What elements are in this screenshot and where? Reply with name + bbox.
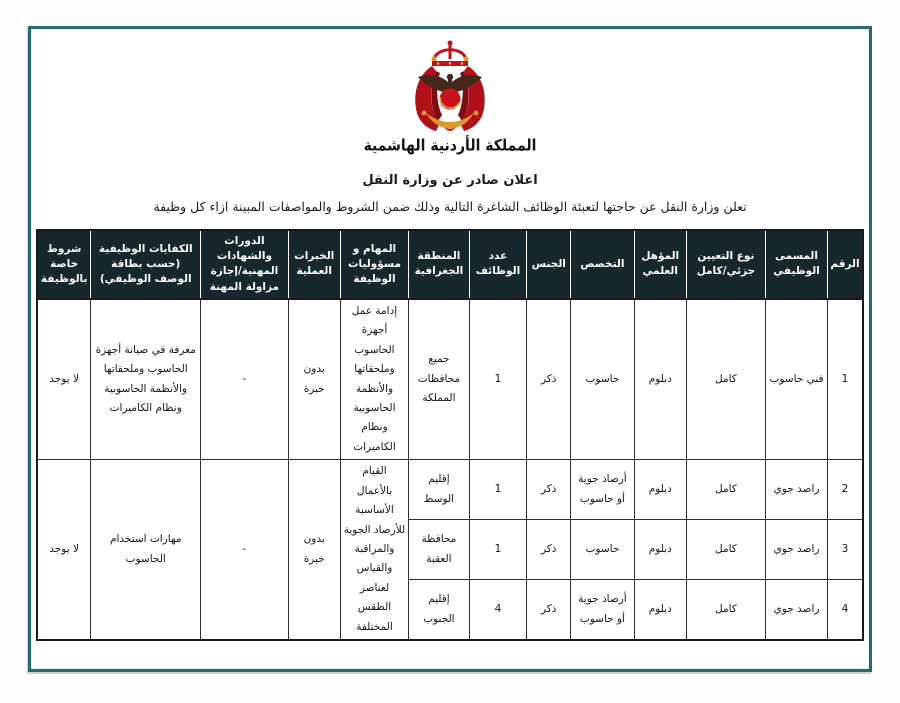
r2-4-competencies: مهارات استخدام الحاسوب: [91, 460, 201, 640]
r2-4-experience: بدون خبرة: [288, 460, 340, 640]
r2-gender: ذكر: [527, 460, 571, 520]
r3-appointment: كامل: [686, 520, 765, 580]
r2-4-tasks: القيام بالأعمال الأساسية للأرصاد الجوية والمراقبة والقياس لعناصر الطقس المختلفة: [340, 460, 409, 640]
r1-qualification: دبلوم: [634, 299, 686, 460]
r1-special: لا يوجد: [37, 299, 91, 460]
col-header-number: الرقم: [827, 230, 863, 299]
r2-region: إقليم الوسط: [409, 460, 469, 520]
col-header-experience: الخبرات العملية: [288, 230, 340, 299]
col-header-competencies: الكفايات الوظيفية (حسب بطاقة الوصف الوظيفي): [91, 230, 201, 299]
col-header-job-title: المسمى الوظيفي: [766, 230, 828, 299]
r3-region: محافظة العقبة: [409, 520, 469, 580]
table-row-1: [37, 299, 863, 460]
r4-job-title: راصد جوي: [766, 580, 828, 640]
r1-specialization: حاسوب: [571, 299, 635, 460]
r3-gender: ذكر: [527, 520, 571, 580]
r1-gender: ذكر: [527, 299, 571, 460]
r3-count: 1: [469, 520, 527, 580]
r4-gender: ذكر: [527, 580, 571, 640]
vacancies-table: [36, 229, 864, 641]
r2-specialization: أرصاد جوية أو حاسوب: [571, 460, 635, 520]
col-header-appointment-type: نوع التعيين جزئي/كامل: [686, 230, 765, 299]
r4-count: 4: [469, 580, 527, 640]
r3-specialization: حاسوب: [571, 520, 635, 580]
r1-experience: بدون خبرة: [288, 299, 340, 460]
table-header-row: [37, 230, 863, 299]
announcement-subtitle: تعلن وزارة النقل عن حاجتها لتعبئة الوظائف الشاغرة التالية وذلك ضمن الشروط والمواصفات المبينة ازاء كل وظيفة: [153, 199, 747, 214]
r3-qualification: دبلوم: [634, 520, 686, 580]
r1-courses: -: [201, 299, 289, 460]
col-header-specialization: التخصص: [571, 230, 635, 299]
col-header-courses: الدورات والشهادات المهنية/إجازة مزاولة المهنة: [201, 230, 289, 299]
r4-qualification: دبلوم: [634, 580, 686, 640]
col-header-tasks: المهام و مسؤوليات الوظيفة: [340, 230, 409, 299]
r3-job-title: راصد جوي: [766, 520, 828, 580]
r4-region: إقليم الجنوب: [409, 580, 469, 640]
r2-count: 1: [469, 460, 527, 520]
r1-job-title: فني حاسوب: [766, 299, 828, 460]
jordan-coat-of-arms-graphic: [384, 39, 516, 135]
r1-count: 1: [469, 299, 527, 460]
col-header-vacancy-count: عدد الوظائف: [469, 230, 527, 299]
announcement-title: اعلان صادر عن وزارة النقل: [362, 173, 538, 188]
r3-number: 3: [827, 520, 863, 580]
r2-qualification: دبلوم: [634, 460, 686, 520]
r1-tasks: إدامة عمل أجهزة الحاسوب وملحقاتها والأنظمة الحاسوبية ونظام الكاميرات: [340, 299, 409, 460]
col-header-special-conditions: شروط خاصة بالوظيفة: [37, 230, 91, 299]
col-header-region: المنطقة الجغرافية: [409, 230, 469, 299]
r2-job-title: راصد جوي: [766, 460, 828, 520]
r1-competencies: معرفة في صيانة أجهزة الحاسوب وملحقاتها والأنظمة الحاسوبية ونظام الكاميرات: [91, 299, 201, 460]
page-frame: [28, 26, 872, 672]
jordan-coat-of-arms: [31, 39, 869, 135]
r1-region: جميع محافظات المملكة: [409, 299, 469, 460]
r1-appointment: كامل: [686, 299, 765, 460]
kingdom-name-calligraphy: المملكة الأردنية الهاشمية: [363, 137, 537, 155]
r1-number: 1: [827, 299, 863, 460]
r4-specialization: أرصاد جوية أو حاسوب: [571, 580, 635, 640]
r2-number: 2: [827, 460, 863, 520]
r2-4-special: لا يوجد: [37, 460, 91, 640]
col-header-qualification: المؤهل العلمي: [634, 230, 686, 299]
r2-appointment: كامل: [686, 460, 765, 520]
r4-appointment: كامل: [686, 580, 765, 640]
col-header-gender: الجنس: [527, 230, 571, 299]
r2-4-courses: -: [201, 460, 289, 640]
table-row-2: [37, 460, 863, 520]
r4-number: 4: [827, 580, 863, 640]
